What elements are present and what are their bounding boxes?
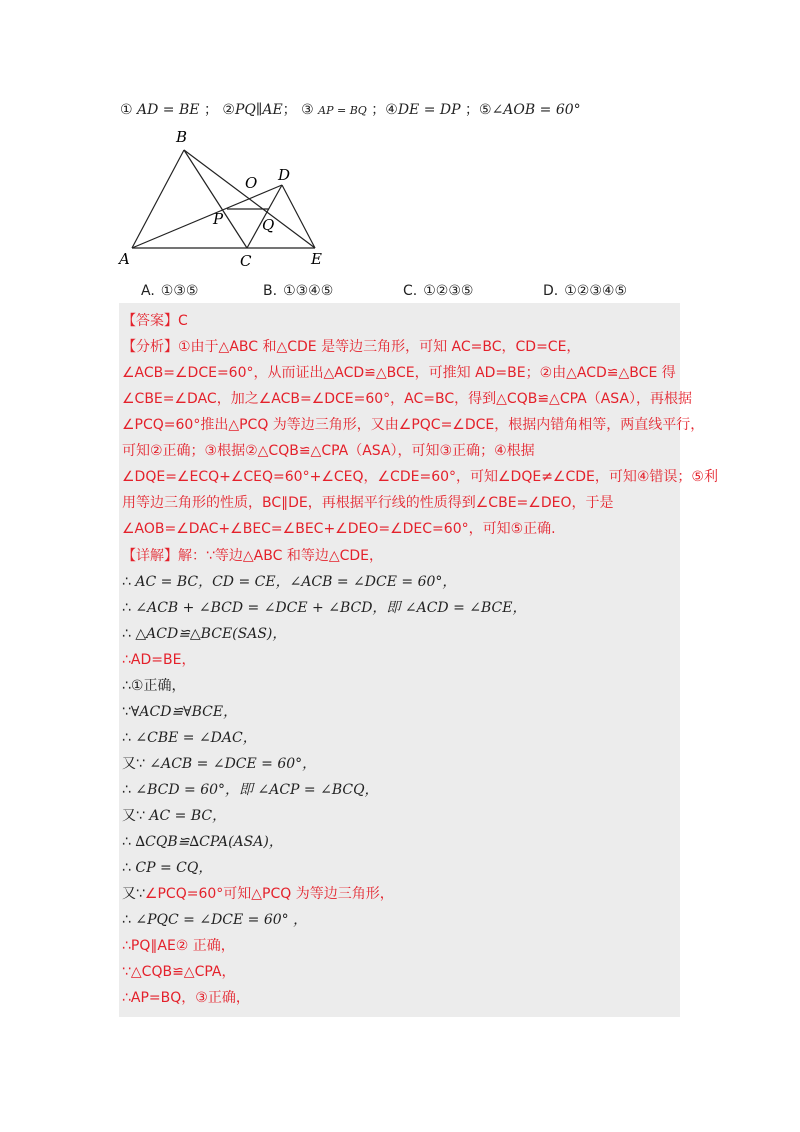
detail-line-2 xyxy=(122,597,527,617)
analysis-line-1 xyxy=(122,336,580,356)
answer-value: C xyxy=(178,313,188,329)
analysis-line-4: ∠PCQ=60°推出△PCQ 为等边三角形，又由∠PQC=∠DCE，根据内错角相等，两直线平行， xyxy=(122,417,705,433)
cond-1: AD = BE xyxy=(137,102,200,118)
cond-3: AP = BQ xyxy=(318,104,367,117)
therefore-symbol: ∴ xyxy=(122,782,131,798)
detail-line-9 xyxy=(122,779,379,799)
choice-letter: A. xyxy=(141,283,155,299)
detail-label: 【详解】 xyxy=(122,548,178,564)
cond-5: ∠AOB = 60° xyxy=(491,102,581,118)
detail-text: ∠PCQ=60°可知△PCQ 为等边三角形， xyxy=(144,886,394,902)
detail-text: ∠CBE = ∠DAC， xyxy=(135,730,257,746)
detail-line-7 xyxy=(122,727,257,747)
detail-text: AC = BC，CD = CE，∠ACB = ∠DCE = 60°， xyxy=(135,574,457,590)
choice-b[interactable] xyxy=(263,283,333,299)
detail-line-8 xyxy=(122,753,316,773)
detail-text: ①正确， xyxy=(130,678,186,694)
therefore-symbol: ∴ xyxy=(122,730,131,746)
separator: ； xyxy=(203,102,218,118)
detail-line-11 xyxy=(122,831,283,851)
label-p: P xyxy=(213,210,224,228)
detail-text: ∠PQC = ∠DCE = 60° ， xyxy=(135,912,308,928)
detail-line-12 xyxy=(122,857,212,877)
choice-a[interactable] xyxy=(141,283,198,299)
geometry-figure xyxy=(112,128,342,276)
label-o: O xyxy=(245,174,258,192)
analysis-line-3: ∠CBE=∠DAC，加之∠ACB=∠DCE=60°，AC=BC，得到△CQB≌△CPA（ASA），再根据 xyxy=(122,391,693,407)
answer-label: 【答案】 xyxy=(122,313,178,329)
detail-line-4: ∴AD=BE， xyxy=(122,652,196,668)
choice-letter: C. xyxy=(403,283,418,299)
therefore-symbol: ∴ xyxy=(122,860,131,876)
therefore-symbol: ∴ xyxy=(122,912,131,928)
separator: ； xyxy=(282,102,297,118)
cond-4-num: ④ xyxy=(385,102,398,118)
detail-text: ∠ACB + ∠BCD = ∠DCE + ∠BCD，即 ∠ACD = ∠BCE， xyxy=(135,600,527,616)
choice-letter: D. xyxy=(543,283,559,299)
label-e: E xyxy=(311,250,322,268)
detail-line-15: ∴PQ∥AE② 正确， xyxy=(122,938,235,954)
detail-line-13 xyxy=(122,883,394,903)
choice-text: ①③⑤ xyxy=(160,283,199,299)
cond-1-num: ① xyxy=(120,102,133,118)
detail-text: ∠ACB = ∠DCE = 60°， xyxy=(149,756,317,772)
answer-line xyxy=(122,310,188,330)
detail-line-3 xyxy=(122,623,286,643)
detail-line-6 xyxy=(122,701,237,721)
therefore-symbol: ∴ xyxy=(122,626,131,642)
detail-text: △ACD≌△BCE(SAS)， xyxy=(135,626,287,642)
because-symbol: ∵ xyxy=(122,704,131,720)
analysis-text: ①由于△ABC 和△CDE 是等边三角形，可知 AC=BC，CD=CE， xyxy=(178,339,581,355)
cond-2: PQ∥AE xyxy=(234,102,283,118)
choice-text: ①②③⑤ xyxy=(423,283,474,299)
label-q: Q xyxy=(262,216,275,234)
detail-text: ∀ACD≌∀BCE， xyxy=(130,704,238,720)
detail-line-intro xyxy=(122,545,383,565)
detail-text: ∠BCD = 60°，即 ∠ACP = ∠BCQ， xyxy=(135,782,379,798)
because-symbol: 又∵ xyxy=(122,808,145,824)
detail-text: ∆CQB≌∆CPA(ASA)， xyxy=(135,834,283,850)
analysis-line-8: ∠AOB=∠DAC+∠BEC=∠BEC+∠DEO=∠DEC=60°，可知⑤正确. xyxy=(122,521,556,537)
detail-line-14 xyxy=(122,909,307,929)
analysis-line-7: 用等边三角形的性质，BC∥DE，再根据平行线的性质得到∠CBE=∠DEO，于是 xyxy=(122,495,614,511)
detail-line-5 xyxy=(122,675,185,695)
therefore-symbol: ∴ xyxy=(122,834,131,850)
because-symbol: 又∵ xyxy=(122,886,145,902)
analysis-line-2: ∠ACB=∠DCE=60°，从而证出△ACD≌△BCE，可推知 AD=BE；②由△ACD≌△BCE 得 xyxy=(122,365,676,381)
choice-d[interactable] xyxy=(543,283,627,299)
detail-line-1 xyxy=(122,571,456,591)
choice-text: ①②③④⑤ xyxy=(564,283,627,299)
conditions-line xyxy=(120,99,581,119)
separator: ； xyxy=(371,102,386,118)
separator: ； xyxy=(465,102,480,118)
label-c: C xyxy=(240,252,252,270)
therefore-symbol: ∴ xyxy=(122,600,131,616)
label-a: A xyxy=(119,250,130,268)
detail-text: AC = BC， xyxy=(149,808,227,824)
cond-5-num: ⑤ xyxy=(479,102,492,118)
therefore-symbol: ∴ xyxy=(122,678,131,694)
detail-text: 解：∵等边△ABC 和等边△CDE， xyxy=(178,548,384,564)
label-d: D xyxy=(278,166,291,184)
cond-2-num: ② xyxy=(222,102,235,118)
analysis-label: 【分析】 xyxy=(122,339,178,355)
detail-line-16: ∵△CQB≌△CPA， xyxy=(122,964,236,980)
cond-4: DE = DP xyxy=(397,102,461,118)
choice-text: ①③④⑤ xyxy=(283,283,334,299)
label-b: B xyxy=(176,128,188,146)
because-symbol: 又∵ xyxy=(122,756,145,772)
cond-3-num: ③ xyxy=(301,102,314,118)
therefore-symbol: ∴ xyxy=(122,574,131,590)
choice-c[interactable] xyxy=(403,283,473,299)
detail-line-17: ∴AP=BQ，③正确， xyxy=(122,990,250,1006)
detail-text: CP = CQ， xyxy=(135,860,213,876)
analysis-line-6: ∠DQE=∠ECQ+∠CEQ=60°+∠CEQ，∠CDE=60°，可知∠DQE≠∠CDE，可知④错误；⑤利 xyxy=(122,469,718,485)
detail-line-10 xyxy=(122,805,226,825)
analysis-line-5: 可知②正确；③根据②△CQB≌△CPA（ASA），可知③正确；④根据 xyxy=(122,443,535,459)
choice-letter: B. xyxy=(263,283,278,299)
